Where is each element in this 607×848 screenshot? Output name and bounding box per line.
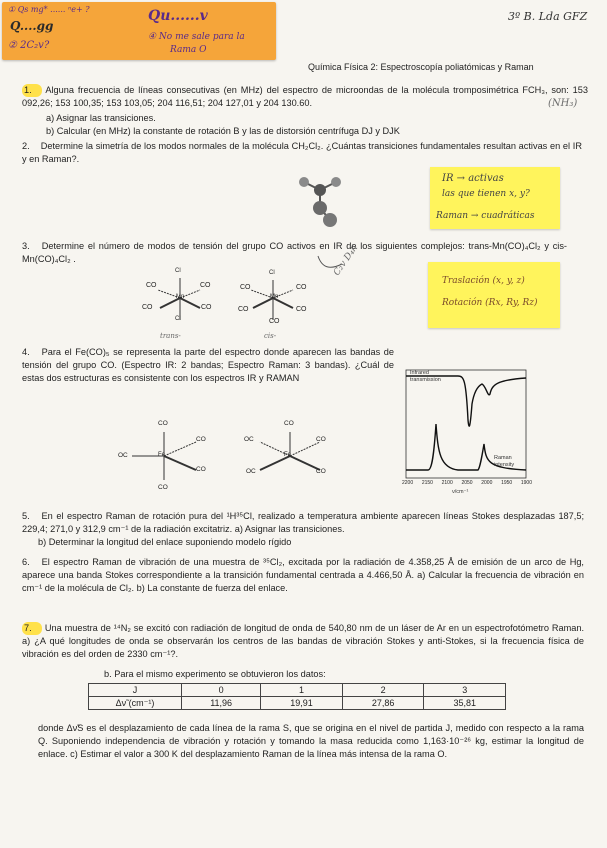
spectrum-x-ticks <box>402 480 532 486</box>
ir-label-1: Infrared <box>410 370 429 376</box>
q3-note-line2: Rotación (Rx, Ry, Rz) <box>442 298 538 308</box>
question-3-margin-note: C₂v D₄h <box>332 243 361 278</box>
fe1-co-bottom: CO <box>158 484 168 491</box>
trans-co-tr: CO <box>200 282 211 289</box>
question-4 <box>22 346 394 385</box>
raman-label-2: intensity <box>494 462 515 468</box>
question-2-number: 2. <box>22 141 30 151</box>
fe1-co-top: CO <box>158 420 168 427</box>
question-6-text: El espectro Raman de vibración de una muestra de ³⁵Cl₂, excitada por la radiación de 4.358,25 Å de emisión de un arco de Hg, aparece una banda Stokes correspondiente a la transición fundamental centrada a 4.466,50 Å. a) Calcular la frecuencia de vibración en cm⁻¹ de la molécula de Cl₂. b) La constante de fuerza del enlace. <box>22 557 584 593</box>
trans-co-bl: CO <box>142 304 153 311</box>
spectrum-x-unit: ν/cm⁻¹ <box>452 489 469 495</box>
table-header-j: J <box>89 684 182 697</box>
fe2-oc-upper-left: OC <box>244 436 254 443</box>
question-2 <box>22 140 582 166</box>
fe2-co-lower-right: CO <box>316 468 326 475</box>
fe2-fe-label: Fe <box>284 452 292 458</box>
cis-co-tl: CO <box>240 284 251 291</box>
table-header-shift: Δν̃ (cm⁻¹) <box>89 697 182 710</box>
fe1-fe-label: Fe <box>158 452 166 458</box>
trans-co-br: CO <box>201 304 212 311</box>
orange-note-line4: ④ No me sale para la <box>148 32 245 42</box>
x-tick: 2150 <box>421 480 433 486</box>
page-title: Química Física 2: Espectroscopía poliatómicas y Raman <box>308 62 534 72</box>
cis-cl-top: Cl <box>269 270 275 276</box>
cis-co-bottom: CO <box>269 318 280 325</box>
q7-data-table <box>88 683 506 710</box>
question-1-margin-note: (NH₃) <box>548 98 578 109</box>
trans-cl-top: Cl <box>175 268 181 274</box>
table-cell: 2 <box>342 684 424 697</box>
question-6-number: 6. <box>22 557 30 567</box>
x-tick: 1900 <box>520 480 532 486</box>
question-6 <box>22 556 584 595</box>
x-tick: 2000 <box>481 480 493 486</box>
x-tick: 1950 <box>501 480 513 486</box>
q2-sticky-note <box>430 167 560 229</box>
question-3-text: Determine el número de modos de tensión del grupo CO activos en IR de los siguientes complejos: trans-Mn(CO)₄Cl₂ y cis- Mn(CO)₄Cl₂ . <box>22 241 567 264</box>
question-7 <box>22 622 584 661</box>
question-1-b: b) Calcular (en MHz) la constante de rotación B y las de distorsión centrífuga DJ y DJK <box>46 126 400 136</box>
question-4-text: Para el Fe(CO)₅ se representa la parte del espectro donde aparecen las bandas de tensión del grupo CO. (Espectro IR: 2 bandas; Espectro Raman: 3 bandas). ¿Cuál de estas dos estructuras es consistente con los espectros IR y RAMAN <box>22 347 394 383</box>
corner-note: 3º B. Lda GFZ <box>508 10 588 23</box>
table-cell: 19,91 <box>261 697 343 710</box>
q2-note-line2: las que tienen x, y? <box>442 189 530 199</box>
orange-note-line3: ② 2C₂v? <box>8 40 50 51</box>
q2-note-line3: Raman → cuadráticas <box>436 211 535 221</box>
fe1-co-lower-right: CO <box>196 466 206 473</box>
orange-sticky-note <box>2 2 276 60</box>
trans-cl-bottom: Cl <box>175 316 181 322</box>
table-cell: 27,86 <box>342 697 424 710</box>
fe2-co-upper-right: CO <box>316 436 326 443</box>
orange-note-line2: Q....gg <box>10 19 54 33</box>
question-5-text: En el espectro Raman de rotación pura del ¹H³⁵Cl, realizado a temperatura ambiente aparecen líneas Stokes desplazadas 187,5; 229,4; 271,0 y 312,9 cm⁻¹ de la radiación excitatriz. a) Asignar las transiciones. <box>22 511 584 534</box>
question-7-b: b. Para el mismo experimento se obtuvieron los datos: <box>104 669 326 679</box>
question-4-number: 4. <box>22 347 30 357</box>
question-7-text: Una muestra de ¹⁴N₂ se excitó con radiación de longitud de onda de 540,80 nm de un láser de Ar en un espectrofotómetro Raman. a) ¿A qué longitudes de onda se observarán los centros de las bandas de vibración Stokes y anti-Stokes, si la frecuencia física de vibración es del orden de 2330 cm⁻¹?. <box>22 623 585 659</box>
fe1-co-upper-right: CO <box>196 436 206 443</box>
question-3-number: 3. <box>22 241 30 251</box>
question-1-a: a) Asignar las transiciones. <box>46 113 156 123</box>
fe2-co-top: CO <box>284 420 294 427</box>
fe2-oc-lower-left: OC <box>246 468 256 475</box>
q3-note-line1: Traslación (x, y, z) <box>442 276 525 286</box>
orange-note-scribble: Qu......v <box>148 8 208 24</box>
trans-mn-label: Mn <box>176 294 185 300</box>
question-2-text: Determine la simetría de los modos normales de la molécula CH₂Cl₂. ¿Cuántas transiciones fundamentales resultan activas en el IR y en Raman?. <box>22 141 582 164</box>
table-cell: 35,81 <box>424 697 506 710</box>
orange-note-line1: ① Qs mg* ...... ⁿe+ ? <box>8 5 90 14</box>
ch2cl2-molecule-model <box>290 168 350 228</box>
raman-label-1: Raman <box>494 455 512 461</box>
question-1-text: Alguna frecuencia de líneas consecutivas (en MHz) del espectro de microondas de la molécula tromposimétrica FCH₃, son: 153 092,26; 153 100,35; 153 103,05; 204 116,51; 204 127,01 y 204 130.60. <box>22 85 588 108</box>
ir-raman-spectrum-plot <box>398 364 533 496</box>
question-7-number: 7. <box>22 622 42 635</box>
cis-mn-label: Mn <box>270 294 279 300</box>
question-7-after: donde Δν̃S es el desplazamiento de cada línea de la rama S, que se origina en el nivel de partida J, medido con respecto a la rama Q. Suponiendo independencia de vibración y rotación y tomando la masa reducida como 1,163·10⁻²⁶ kg, estimar la longitud de enlace. c) Estimar el valor a 300 K del desplazamiento Raman de la línea más intensa de la rama O. <box>38 723 584 759</box>
table-cell: 0 <box>182 684 261 697</box>
question-5 <box>22 510 584 536</box>
q2-note-line1: IR → activas <box>442 173 504 184</box>
table-cell: 3 <box>424 684 506 697</box>
question-1-number: 1. <box>22 84 42 97</box>
question-5-b: b) Determinar la longitud del enlace suponiendo modelo rígido <box>38 537 292 547</box>
cis-label: cis- <box>264 332 277 340</box>
x-tick: 2100 <box>441 480 453 486</box>
ir-transmission-trace <box>406 376 526 426</box>
trans-co-tl: CO <box>146 282 157 289</box>
cis-co-bl: CO <box>238 306 249 313</box>
question-5-number: 5. <box>22 511 30 521</box>
question-1 <box>22 84 588 110</box>
x-tick: 2200 <box>402 480 414 486</box>
fe1-oc-left: OC <box>118 452 128 459</box>
ir-label-2: transmission <box>410 377 441 383</box>
cis-co-br: CO <box>296 306 307 313</box>
table-cell: 11,96 <box>182 697 261 710</box>
x-tick: 2050 <box>461 480 473 486</box>
table-row <box>89 684 506 697</box>
q3-sticky-note <box>428 262 560 328</box>
table-cell: 1 <box>261 684 343 697</box>
table-row <box>89 697 506 710</box>
trans-label: trans- <box>160 332 181 340</box>
cis-co-tr: CO <box>296 284 307 291</box>
orange-note-line5: Rama O <box>170 45 207 55</box>
